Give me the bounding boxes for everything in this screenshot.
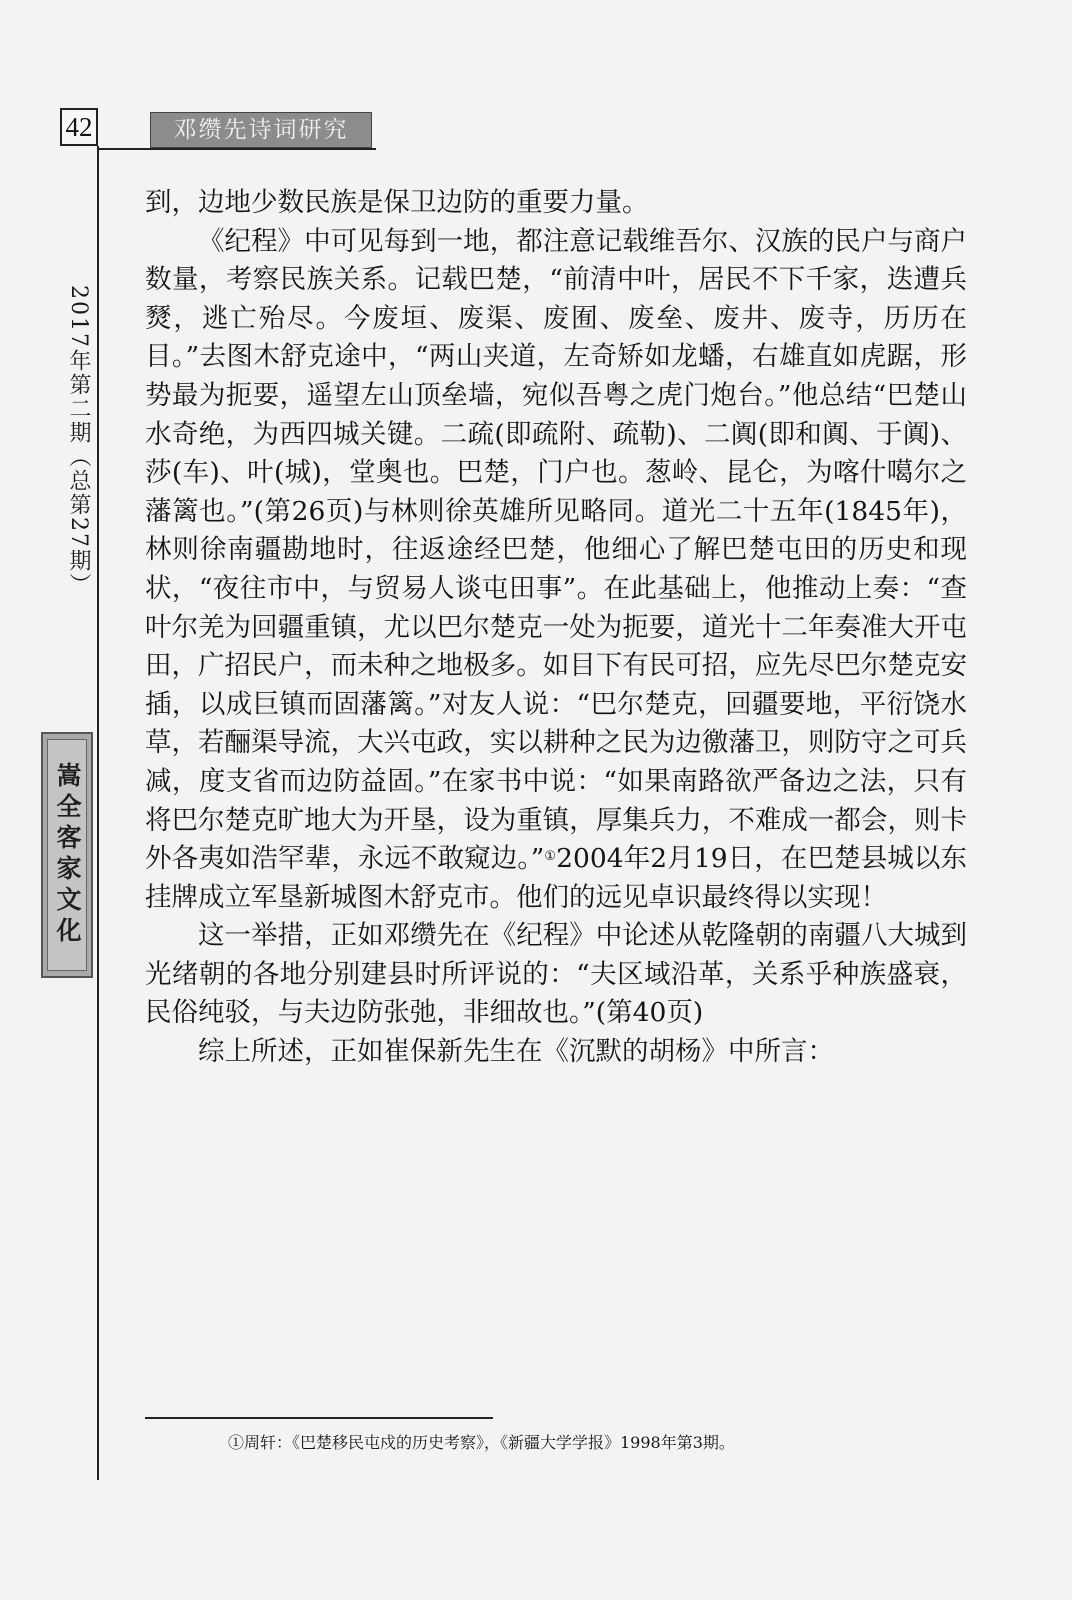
emblem-text: 嵩全客家文化 <box>53 762 82 948</box>
margin-rule <box>97 146 99 1480</box>
header-rule <box>98 148 376 150</box>
footnote-rule <box>145 1417 493 1419</box>
paragraph-2-tail: 2004年2月19日，在巴楚县城以东挂牌成立军垦新城图木舒克市。他们的远见卓识最终得以实现！ <box>145 843 967 913</box>
paragraph-4: 综上所述，正如崔保新先生在《沉默的胡杨》中所言： <box>198 1036 834 1068</box>
paragraph-2 <box>145 223 967 918</box>
issue-label: 2017年第二期（总第27期） <box>66 285 91 597</box>
paragraph-2-main: 《纪程》中可见每到一地，都注意记载维吾尔、汉族的民户与商户数量，考察民族关系。记载巴楚，“前清中叶，居民不下千家，迭遭兵燹，逃亡殆尽。今废垣、废渠、废囿、废垒、废井、废寺，历历在目。”去图木舒克途中，“两山夹道，左奇矫如龙蟠，右雄直如虎踞，形势最为扼要，遥望左山顶垒墙，宛似吾粤之虎门炮台。”他总结“巴楚山水奇绝，为西四城关键。二疏(即疏附、疏勒)、二阗(即和阗、于阗)、莎(车)、叶(城)，堂奥也。巴楚，门户也。葱岭、昆仑，为喀什噶尔之藩篱也。”(第26页)与林则徐英雄所见略同。道光二十五年(1845年)，林则徐南疆勘地时，往返途经巴楚，他细心了解巴楚屯田的历史和现状，“夜往市中，与贸易人谈屯田事”。在此基础上，他推动上奏：“查叶尔羌为回疆重镇，尤以巴尔楚克一处为扼要，道光十二年奏准大开屯田，广招民户，而未种之地极多。如目下有民可招，应先尽巴尔楚克安插，以成巨镇而固藩篱。”对友人说：“巴尔楚克，回疆要地，平衍饶水草，若酾渠导流，大兴屯政，实以耕种之民为边徼藩卫，则防守之可兵减，度支省而边防益固。”在家书中说：“如果南路欲严备边之法，只有将巴尔楚克旷地大为开垦，设为重镇，厚集兵力，不难成一都会，则卡外各夷如浩罕辈，永远不敢窥边。” <box>145 225 967 875</box>
footnote-marker: ① <box>544 849 557 865</box>
page-number: 42 <box>60 108 98 146</box>
paragraph-3: 这一举措，正如邓缵先在《纪程》中论述从乾隆朝的南疆八大城到光绪朝的各地分别建县时所评说的：“夫区域沿革，关系乎种族盛衰，民俗纯驳，与夫边防张弛，非细故也。”(第40页) <box>145 920 967 1029</box>
running-title: 邓缵先诗词研究 <box>150 112 372 148</box>
paragraph-1: 到，边地少数民族是保卫边防的重要力量。 <box>145 187 649 218</box>
footnote: ①周轩：《巴楚移民屯戍的历史考察》，《新疆大学学报》1998年第3期。 <box>228 1433 735 1452</box>
emblem-inner-frame <box>47 739 87 971</box>
body-text <box>145 184 967 1072</box>
emblem-seal <box>41 732 93 978</box>
